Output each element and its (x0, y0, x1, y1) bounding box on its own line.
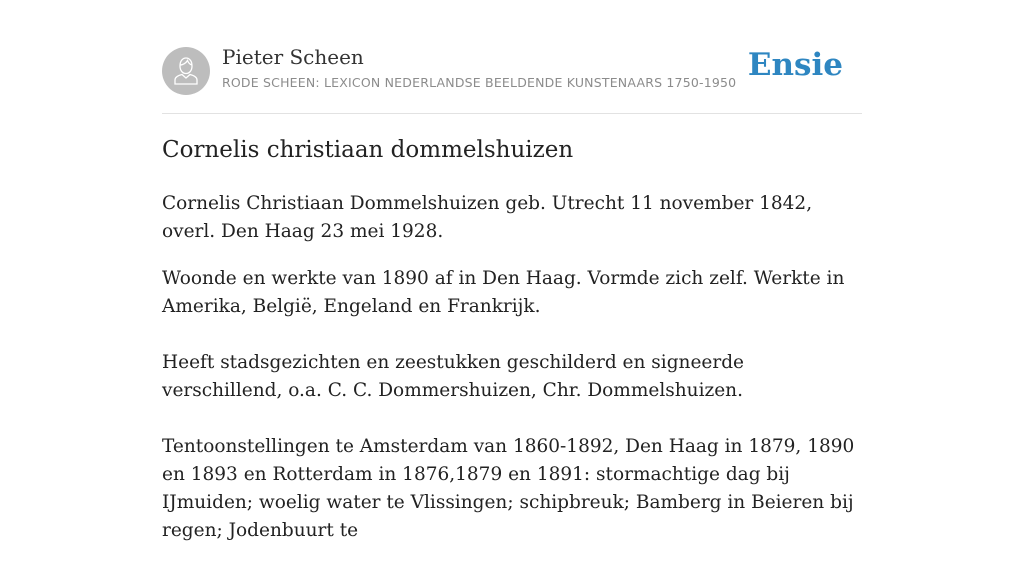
source-title[interactable]: RODE SCHEEN: LEXICON NEDERLANDSE BEELDENDE KUNSTENAARS 1750-1950 (222, 75, 737, 90)
article-title: Cornelis christiaan dommelshuizen (162, 137, 574, 163)
user-icon (174, 57, 198, 85)
article-header (162, 0, 862, 114)
article-page (162, 0, 862, 541)
author-avatar[interactable] (162, 47, 210, 95)
article-paragraph: Tentoonstellingen te Amsterdam van 1860-1892, Den Haag in 1879, 1890 en 1893 en Rotterdam in 1876,1879 en 1891: stormachtige dag bij IJmuiden; woelig water te Vlissingen; schipbreuk; Bamberg in Beieren bij regen; Jodenbuurt te (162, 436, 855, 541)
article-paragraph: Cornelis Christiaan Dommelshuizen geb. Utrecht 11 november 1842, overl. Den Haag 23 mei 1928. (162, 193, 813, 242)
author-name[interactable]: Pieter Scheen (222, 45, 364, 69)
ensie-logo[interactable]: Ensie (747, 47, 843, 83)
article-paragraph: Woonde en werkte van 1890 af in Den Haag. Vormde zich zelf. Werkte in Amerika, België, Engeland en Frankrijk. (162, 268, 845, 317)
article-paragraph: Heeft stadsgezichten en zeestukken geschilderd en signeerde verschillend, o.a. C. C. Dommershuizen, Chr. Dommelshuizen. (162, 352, 744, 401)
article-body (162, 190, 862, 573)
